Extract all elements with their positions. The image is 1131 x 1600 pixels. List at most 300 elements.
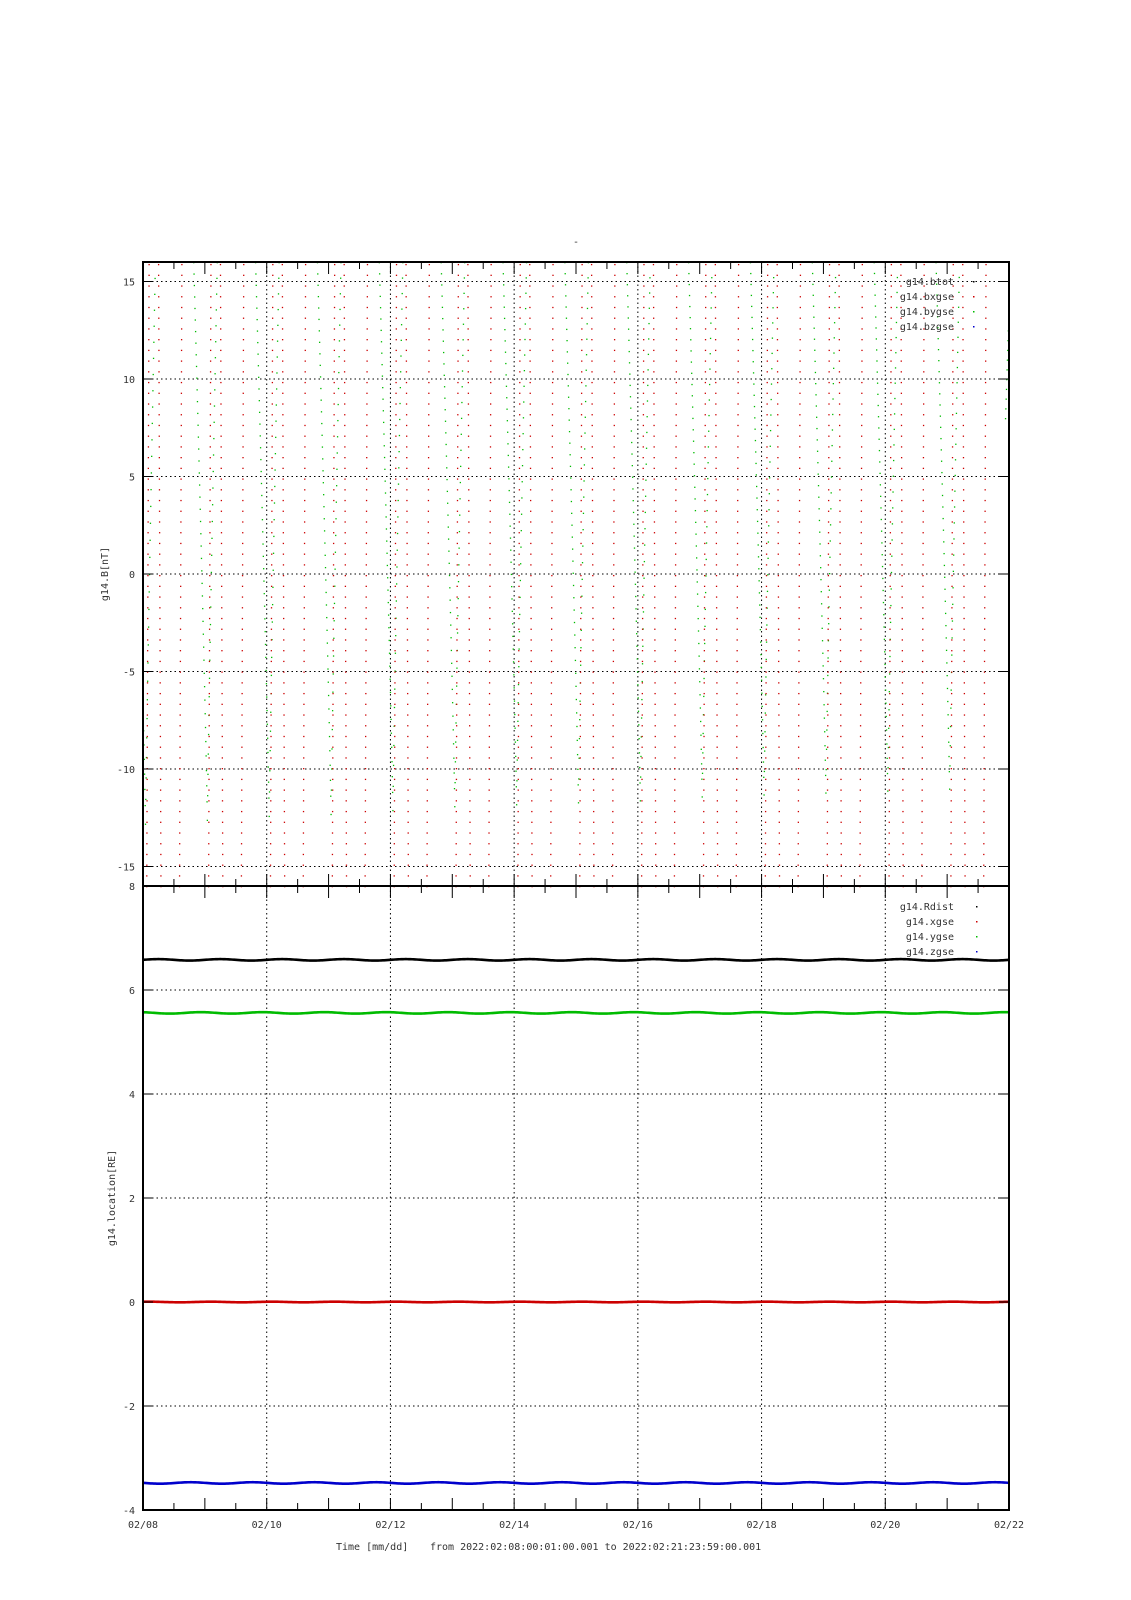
bxgse-point [612,865,613,866]
bygse-point [762,706,763,707]
bygse-point [646,464,647,465]
bxgse-point [985,296,986,297]
bxgse-point [427,607,428,608]
bxgse-point [344,296,345,297]
bxgse-point [902,843,903,844]
bxgse-point [367,264,368,265]
bxgse-point [591,350,592,351]
bygse-point [519,631,520,632]
bxgse-point [429,264,430,265]
bxgse-point [705,350,706,351]
b-legend-marker [973,326,975,328]
bygse-point [942,495,943,496]
bxgse-point [406,318,407,319]
bxgse-point [518,768,519,769]
bygse-point [202,608,203,609]
bxgse-point [364,875,365,876]
bxgse-point [654,478,655,479]
bygse-point [941,461,942,462]
bxgse-point [717,757,718,758]
bxgse-point [551,661,552,662]
bxgse-point [675,629,676,630]
bygse-point [459,498,460,499]
bxgse-point [552,371,553,372]
bxgse-point [655,822,656,823]
bxgse-point [643,339,644,340]
bygse-point [208,734,209,735]
bxgse-point [490,382,491,383]
bxgse-point [703,768,704,769]
bxgse-point [840,672,841,673]
bxgse-point [221,672,222,673]
bygse-point [275,421,276,422]
bygse-point [704,643,705,644]
bxgse-point [923,339,924,340]
bxgse-point [456,757,457,758]
bygse-point [526,277,527,278]
bygse-point [445,444,446,445]
bxgse-point [736,875,737,876]
bxgse-point [490,425,491,426]
bxgse-point [591,264,592,265]
bxgse-point [703,800,704,801]
bygse-point [392,810,393,811]
bygse-point [696,569,697,570]
bygse-point [884,639,885,640]
bygse-point [503,295,504,296]
bxgse-point [242,682,243,683]
bxgse-point [181,307,182,308]
bxgse-point [243,285,244,286]
bygse-point [643,611,644,612]
bxgse-point [394,854,395,855]
bxgse-point [579,789,580,790]
bxgse-point [282,275,283,276]
bxgse-point [333,457,334,458]
bxgse-point [531,672,532,673]
bxgse-point [488,875,489,876]
bxgse-point [365,757,366,758]
bxgse-point [592,639,593,640]
bxgse-point [333,586,334,587]
bxgse-point [428,446,429,447]
bxgse-point [429,275,430,276]
bygse-point [328,682,329,683]
bxgse-point [654,446,655,447]
bxgse-point [643,307,644,308]
bxgse-point [777,318,778,319]
bxgse-point [737,618,738,619]
bxgse-point [581,478,582,479]
bxgse-point [614,446,615,447]
bxgse-point [579,843,580,844]
bxgse-point [489,736,490,737]
bxgse-point [551,736,552,737]
bxgse-point [428,360,429,361]
bxgse-point [676,275,677,276]
bxgse-point [841,843,842,844]
bygse-point [274,469,275,470]
bxgse-point [490,457,491,458]
bxgse-point [332,875,333,876]
bygse-point [455,722,456,723]
bxgse-point [550,843,551,844]
bygse-point [831,445,832,446]
bxgse-point [952,511,953,512]
bxgse-point [716,607,717,608]
bygse-point [832,398,833,399]
bxgse-point [208,747,209,748]
bxgse-point [221,629,222,630]
bygse-point [147,699,148,700]
bxgse-point [777,339,778,340]
bxgse-point [613,478,614,479]
bxgse-point [641,789,642,790]
bxgse-point [778,575,779,576]
bxgse-point [922,672,923,673]
bxgse-point [581,436,582,437]
bxgse-point [469,629,470,630]
bxgse-point [799,575,800,576]
bxgse-point [395,446,396,447]
bxgse-point [580,554,581,555]
bygse-point [574,609,575,610]
bxgse-point [963,489,964,490]
bxgse-point [271,468,272,469]
bygse-point [882,554,883,555]
bxgse-point [304,414,305,415]
bxgse-point [703,714,704,715]
bygse-point [522,481,523,482]
bxgse-point [366,393,367,394]
bxgse-point [963,564,964,565]
bxgse-point [704,682,705,683]
bygse-point [951,654,952,655]
bygse-point [273,536,274,537]
bxgse-point [839,382,840,383]
bygse-point [273,553,274,554]
bxgse-point [704,564,705,565]
bxgse-point [983,800,984,801]
bxgse-point [581,382,582,383]
bxgse-point [828,543,829,544]
bxgse-point [984,607,985,608]
bygse-point [708,415,709,416]
bxgse-point [147,607,148,608]
bygse-point [150,523,151,524]
bxgse-point [861,478,862,479]
bxgse-point [271,672,272,673]
bxgse-point [180,639,181,640]
bygse-point [565,273,566,274]
bxgse-point [766,521,767,522]
bxgse-point [147,704,148,705]
bygse-point [818,497,819,498]
bxgse-point [243,275,244,276]
bygse-point [695,510,696,511]
bxgse-point [282,457,283,458]
bxgse-point [456,789,457,790]
bxgse-point [179,843,180,844]
bxgse-point [766,446,767,447]
bxgse-point [705,285,706,286]
bygse-point [386,553,387,554]
bygse-point [644,544,645,545]
bxgse-point [159,543,160,544]
bygse-point [152,423,153,424]
bxgse-point [738,360,739,361]
bxgse-point [529,264,530,265]
bxgse-point [798,682,799,683]
bygse-point [462,370,463,371]
bygse-point [642,646,643,647]
bxgse-point [407,682,408,683]
bxgse-point [147,543,148,544]
bxgse-point [468,446,469,447]
bxgse-point [675,425,676,426]
bxgse-point [468,468,469,469]
bxgse-point [985,457,986,458]
bxgse-point [828,596,829,597]
bxgse-point [241,800,242,801]
bygse-point [582,579,583,580]
bygse-point [322,470,323,471]
bxgse-point [890,350,891,351]
bxgse-point [210,307,211,308]
bygse-point [147,662,148,663]
bxgse-point [407,714,408,715]
bygse-point [878,416,879,417]
bygse-point [460,466,461,467]
bygse-point [337,452,338,453]
bygse-point [448,538,449,539]
bygse-point [335,552,336,553]
bygse-point [690,350,691,351]
bygse-point [766,659,767,660]
bxgse-point [220,328,221,329]
location-panel-ytick-label: -4 [122,1506,135,1517]
bxgse-point [159,596,160,597]
bxgse-point [641,865,642,866]
bxgse-point [489,789,490,790]
bxgse-point [395,521,396,522]
bygse-point [152,406,153,407]
bygse-point [633,500,634,501]
bxgse-point [704,457,705,458]
bxgse-point [241,704,242,705]
bygse-point [884,651,885,652]
bxgse-point [468,403,469,404]
bxgse-point [488,822,489,823]
bxgse-point [951,682,952,683]
bxgse-point [222,854,223,855]
bxgse-point [675,489,676,490]
bxgse-point [952,436,953,437]
bygse-point [209,642,210,643]
bxgse-point [530,489,531,490]
bygse-point [958,307,959,308]
bxgse-point [592,511,593,512]
bxgse-point [469,639,470,640]
bygse-point [566,329,567,330]
bxgse-point [902,768,903,769]
bxgse-point [490,393,491,394]
bxgse-point [489,725,490,726]
bxgse-point [827,800,828,801]
bxgse-point [827,672,828,673]
bxgse-point [738,275,739,276]
bygse-point [884,664,885,665]
bygse-point [952,587,953,588]
bxgse-point [901,382,902,383]
bxgse-point [716,521,717,522]
bxgse-point [674,714,675,715]
bxgse-point [180,489,181,490]
bxgse-point [304,586,305,587]
bxgse-point [552,403,553,404]
bxgse-point [614,360,615,361]
bxgse-point [180,650,181,651]
bxgse-point [922,736,923,737]
bxgse-point [181,350,182,351]
bxgse-point [642,511,643,512]
bygse-point [257,319,258,320]
bxgse-point [984,672,985,673]
bxgse-point [654,543,655,544]
bxgse-point [963,382,964,383]
location-legend-label: g14.zgse [905,947,954,958]
bxgse-point [489,618,490,619]
bygse-point [196,377,197,378]
bygse-point [524,354,525,355]
bxgse-point [426,843,427,844]
bygse-point [518,666,519,667]
bxgse-point [489,596,490,597]
bxgse-point [427,650,428,651]
bygse-point [204,673,205,674]
bxgse-point [531,747,532,748]
bxgse-point [828,382,829,383]
bygse-point [446,479,447,480]
bxgse-point [220,425,221,426]
bxgse-point [765,789,766,790]
bxgse-point [489,768,490,769]
bxgse-point [332,736,333,737]
bygse-point [149,540,150,541]
bxgse-point [766,661,767,662]
bxgse-point [531,779,532,780]
bxgse-point [518,629,519,630]
bxgse-point [716,736,717,737]
bygse-point [270,712,271,713]
bygse-point [571,525,572,526]
bxgse-point [552,414,553,415]
bxgse-point [272,264,273,265]
bxgse-point [653,275,654,276]
bxgse-point [799,543,800,544]
bygse-point [259,423,260,424]
bxgse-point [901,564,902,565]
bygse-point [512,623,513,624]
bxgse-point [344,264,345,265]
bygse-point [883,602,884,603]
bygse-point [694,487,695,488]
bygse-point [260,447,261,448]
bygse-point [887,790,888,791]
bygse-point [895,383,896,384]
bygse-point [380,318,381,319]
bxgse-point [469,714,470,715]
bxgse-point [304,436,305,437]
bxgse-point [985,478,986,479]
bygse-point [827,711,828,712]
bxgse-point [777,436,778,437]
bxgse-point [861,350,862,351]
bxgse-point [952,521,953,522]
bygse-point [944,565,945,566]
bxgse-point [654,693,655,694]
bygse-point [255,273,256,274]
bxgse-point [345,714,346,715]
bxgse-point [674,725,675,726]
bxgse-point [332,789,333,790]
bxgse-point [406,532,407,533]
bxgse-point [283,586,284,587]
bygse-point [647,369,648,370]
bxgse-point [551,521,552,522]
bygse-point [636,633,637,634]
bxgse-point [221,543,222,544]
bxgse-point [614,285,615,286]
bxgse-point [222,875,223,876]
bxgse-point [952,468,953,469]
bxgse-point [778,618,779,619]
bxgse-point [148,457,149,458]
bxgse-point [592,446,593,447]
bxgse-point [828,478,829,479]
bxgse-point [221,618,222,619]
bygse-point [458,598,459,599]
bygse-point [892,523,893,524]
bxgse-point [579,811,580,812]
bxgse-point [489,586,490,587]
bxgse-point [367,285,368,286]
bxgse-point [840,768,841,769]
bygse-point [885,677,886,678]
bxgse-point [799,554,800,555]
bxgse-point [766,532,767,533]
bygse-point [201,583,202,584]
b-panel-y-axis-label: g14.B[nT] [100,546,111,602]
bxgse-point [653,350,654,351]
bygse-point [633,524,634,525]
bxgse-point [889,682,890,683]
bxgse-point [530,629,531,630]
bygse-point [399,435,400,436]
bxgse-point [922,704,923,705]
bxgse-point [951,564,952,565]
bygse-point [333,655,334,656]
bxgse-point [799,511,800,512]
bygse-point [582,562,583,563]
bxgse-point [303,768,304,769]
bxgse-point [209,607,210,608]
bxgse-point [964,875,965,876]
bygse-point [586,370,587,371]
bxgse-point [767,318,768,319]
bxgse-point [220,414,221,415]
bygse-point [520,580,521,581]
